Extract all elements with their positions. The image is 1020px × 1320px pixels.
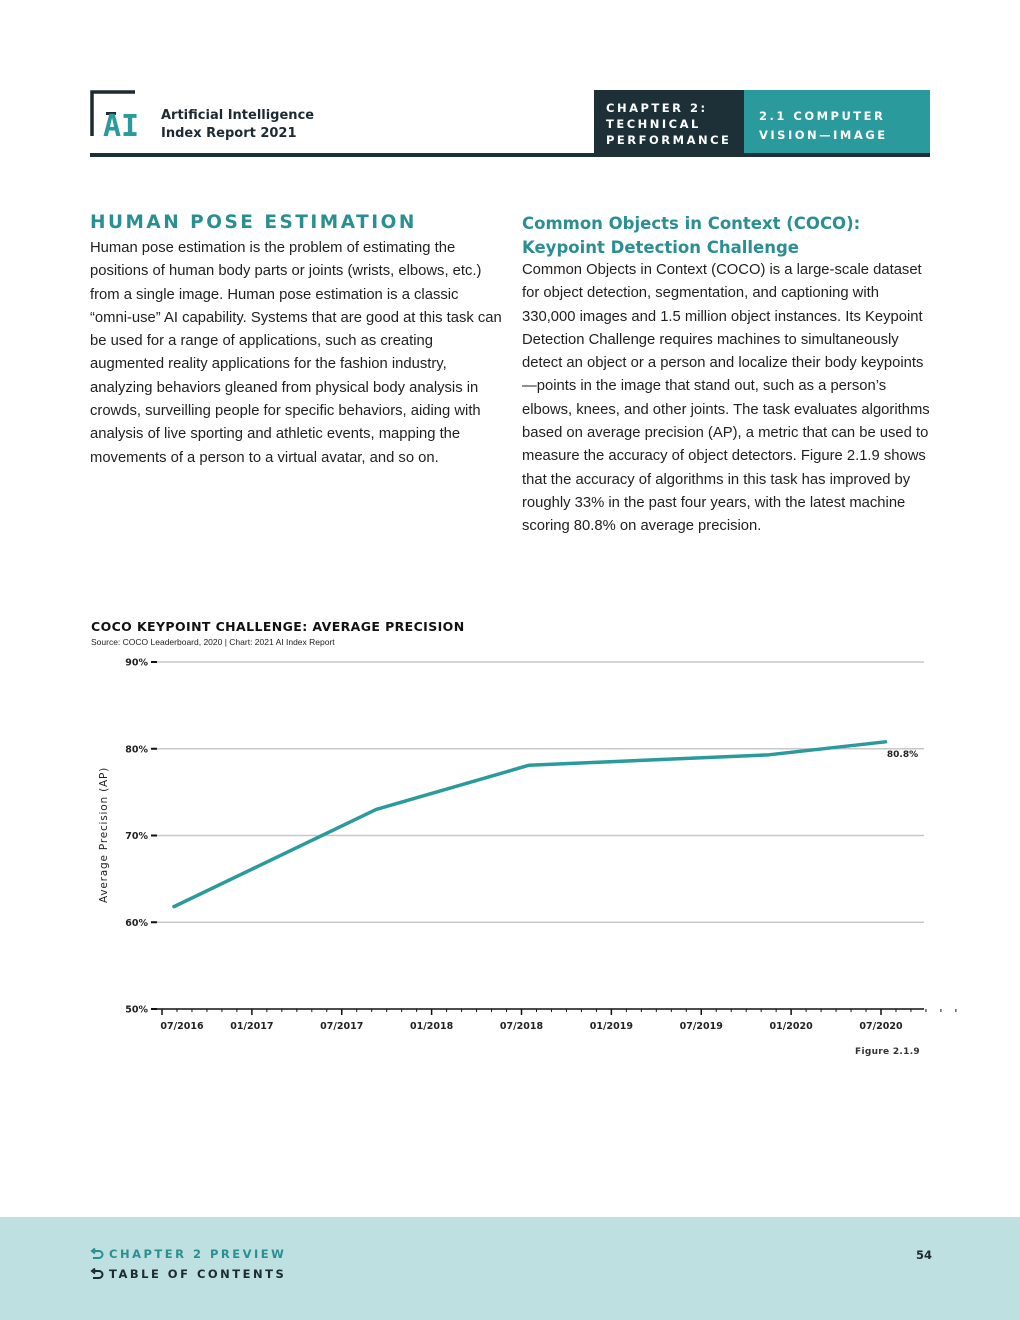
data-point	[527, 764, 530, 767]
chart-title: COCO KEYPOINT CHALLENGE: AVERAGE PRECISION	[91, 619, 465, 634]
y-axis-label: Average Precision (AP)	[98, 767, 110, 903]
section-tab[interactable]: 2.1 COMPUTER VISION—IMAGE	[744, 90, 930, 154]
data-point	[172, 905, 175, 908]
return-arrow-icon	[90, 1268, 104, 1282]
x-tick-label: 07/2016	[160, 1021, 204, 1032]
end-value-label: 80.8%	[886, 749, 919, 760]
x-tick-label: 07/2017	[320, 1021, 364, 1032]
return-arrow-icon	[90, 1248, 104, 1262]
human-pose-heading: HUMAN POSE ESTIMATION	[90, 212, 417, 233]
data-point	[767, 753, 770, 756]
x-tick-label: 07/2018	[499, 1021, 544, 1032]
x-tick-label: 01/2018	[410, 1021, 454, 1032]
y-tick-label: 50%	[125, 1004, 148, 1016]
y-tick-label: 70%	[125, 831, 148, 842]
x-tick-label: 01/2019	[589, 1021, 633, 1032]
svg-text:AI: AI	[103, 109, 140, 138]
table-of-contents-link[interactable]: TABLE OF CONTENTS	[90, 1267, 286, 1281]
chapter-tab[interactable]: CHAPTER 2: TECHNICAL PERFORMANCE	[594, 90, 744, 154]
figure-label: Figure 2.1.9	[855, 1047, 920, 1057]
x-tick-label: 07/2020	[859, 1021, 903, 1032]
y-tick-label: 60%	[125, 917, 148, 929]
coco-heading: Common Objects in Context (COCO): Keypoint Detection Challenge	[522, 214, 861, 257]
chart-source: Source: COCO Leaderboard, 2020 | Chart: 2021 AI Index Report	[91, 637, 335, 647]
data-point	[375, 808, 378, 811]
x-tick-label: 01/2020	[769, 1021, 813, 1032]
data-point	[884, 740, 887, 743]
x-tick-label: 01/2017	[230, 1021, 274, 1032]
page-number: 54	[915, 1248, 932, 1262]
y-tick-label: 80%	[125, 744, 148, 756]
chapter-preview-link[interactable]: CHAPTER 2 PREVIEW	[90, 1247, 286, 1261]
x-tick-label: 07/2019	[679, 1021, 723, 1032]
series-line	[174, 742, 886, 907]
report-title: Artificial Intelligence Index Report 2021	[161, 108, 315, 141]
coco-paragraph: Common Objects in Context (COCO) is a large-scale dataset for object detection, segmentation, and captioning with 330,000 images and 1.5 million object instances. Its Keypoint Detection Challenge requires machines to simultaneously detect an object or a person and localize their body keypoints—points in the image that stand out, such as a person’s elbows, knees, and other joints. The task evaluates algorithms based on average precision (AP), a metric that can be used to measure the accuracy of object detectors. Figure 2.1.9 shows that the accuracy of algorithms in this task has improved by roughly 33% in the past four years, with the latest machine scoring 80.8% on average precision.	[522, 262, 930, 535]
y-tick-label: 90%	[125, 657, 148, 669]
human-pose-paragraph: Human pose estimation is the problem of estimating the positions of human body parts or joints (wrists, elbows, etc.) from a single image. Human pose estimation is a classic “omni-use” AI capability. Systems that are good at this task can be used for a range of applications, such as creating augmented reality applications for the fashion industry, analyzing behaviors gleaned from physical body analysis in crowds, surveilling people for specific behaviors, aiding with analysis of live sporting and athletic events, mapping the movements of a person to a virtual avatar, and so on.	[90, 240, 502, 466]
